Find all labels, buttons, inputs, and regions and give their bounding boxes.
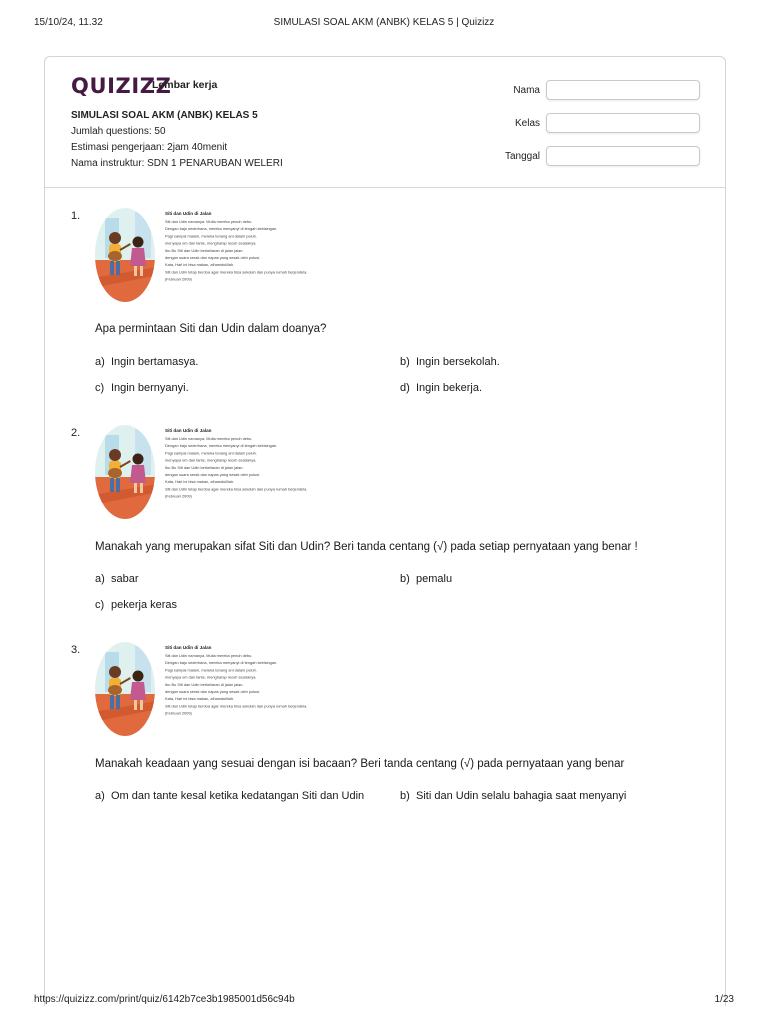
option-d[interactable] <box>400 382 482 394</box>
passage-line: Siti dan Udin tetap berdoa agar mereka bisa sekolah dan punya rumah berjendela. <box>165 703 308 709</box>
boy-leg <box>116 478 120 492</box>
option-letter: c) <box>95 382 105 394</box>
passage-line: Kata, Hari ini bisa makan, alhamdulillah. <box>165 262 235 268</box>
questions-count: Jumlah questions: 50 <box>71 126 166 137</box>
boy-head <box>109 449 121 461</box>
question-number: 2. <box>71 427 81 439</box>
option-letter: b) <box>400 573 410 585</box>
instructor-name: Nama instruktur: SDN 1 PENARUBAN WELERI <box>71 158 283 169</box>
girl-dress <box>130 682 146 700</box>
passage-line: Kata, Hari ini bisa makan, alhamdulillah. <box>165 479 235 485</box>
worksheet <box>44 56 726 1006</box>
passage-line: Pagi sampai malam, mereka tenang ani dalam peluh. <box>165 667 257 673</box>
passage-line: Ibu Bu Siti dan Udin berkeliaran di jalan jalan. <box>165 464 244 470</box>
passage-title: Siti dan Udin di Jalan <box>165 645 212 650</box>
boy-leg <box>110 478 114 492</box>
field-label: Kelas <box>514 118 540 129</box>
option-text: Siti dan Udin selalu bahagia saat menyanyi <box>416 790 627 802</box>
guitar <box>108 468 122 478</box>
girl-leg <box>134 266 137 276</box>
girl-leg <box>140 700 143 710</box>
option-text: Ingin bernyanyi. <box>111 382 189 394</box>
girl-dress <box>130 465 146 483</box>
boy-leg <box>116 695 120 709</box>
option-letter: d) <box>400 382 410 394</box>
scene <box>93 421 163 525</box>
passage-title: Siti dan Udin di Jalan <box>165 211 212 216</box>
field-label: Nama <box>513 85 540 96</box>
option-a[interactable] <box>95 573 139 585</box>
option-b[interactable] <box>400 573 452 585</box>
passage-line: (Februari 2009) <box>165 276 192 282</box>
print-page-title: SIMULASI SOAL AKM (ANBK) KELAS 5 | Quizizz <box>273 17 495 28</box>
option-text: Ingin bertamasya. <box>111 356 199 368</box>
question-number: 1. <box>71 210 81 222</box>
guitar <box>108 685 122 695</box>
girl-dress <box>130 248 146 266</box>
boy-head <box>109 232 121 244</box>
option-text: pekerja keras <box>111 599 178 611</box>
passage-line: dengan suara serak dan napas yang sesak oleh polusi. <box>165 472 261 477</box>
option-letter: c) <box>95 599 105 611</box>
option-b[interactable] <box>400 356 500 368</box>
passage-line: Dengan baju sederhana, mereka menyanyi di tengah kebisingan. <box>165 660 278 666</box>
option-text: Om dan tante kesal ketika kedatangan Siti dan Udin <box>111 790 365 802</box>
field-kelas <box>485 113 700 146</box>
girl-leg <box>134 483 137 493</box>
passage-line: Siti dan Udin tetap berdoa agar mereka bisa sekolah dan punya rumah berjendela. <box>165 269 308 275</box>
girl-leg <box>140 483 143 493</box>
print-header <box>34 17 734 31</box>
passage-title: Siti dan Udin di Jalan <box>165 428 212 433</box>
passage-line: Pagi sampai malam, mereka tenang ani dalam peluh. <box>165 233 257 239</box>
question-text: Manakah yang merupakan sifat Siti dan Udin? Beri tanda centang (√) pada setiap pernyataan yang benar ! <box>95 541 638 553</box>
option-a[interactable] <box>95 790 364 802</box>
passage-line: Siti dan Udin namanya. Mulia mereka penuh debu. <box>165 219 253 224</box>
passage-image <box>93 421 311 525</box>
passage-line: Kata, Hari ini bisa makan, alhamdulillah. <box>165 696 235 702</box>
option-text: Ingin bekerja. <box>416 382 483 394</box>
print-datetime: 15/10/24, 11.32 <box>34 17 103 28</box>
option-letter: b) <box>400 356 410 368</box>
worksheet-header <box>45 57 725 188</box>
student-fields <box>485 80 700 179</box>
passage-line: Siti dan Udin namanya. Mulia mereka penuh debu. <box>165 653 253 658</box>
girl-leg <box>140 266 143 276</box>
girl-head <box>133 454 144 465</box>
passage-line: dengan suara serak dan napas yang sesak oleh polusi. <box>165 689 261 694</box>
question-text: Manakah keadaan yang sesuai dengan isi bacaan? Beri tanda centang (√) pada pernyataan yang benar <box>95 758 625 770</box>
option-a[interactable] <box>95 356 198 368</box>
class-input[interactable] <box>546 113 700 133</box>
time-estimate: Estimasi pengerjaan: 2jam 40menit <box>71 142 228 153</box>
option-letter: a) <box>95 573 105 585</box>
passage-image <box>93 638 311 742</box>
quizizz-logo: QUIZIZZ <box>71 74 172 98</box>
passage-line: Dengan baju sederhana, mereka menyanyi di tengah kebisingan. <box>165 443 278 449</box>
passage-line: Ibu Bu Siti dan Udin berkeliaran di jalan jalan. <box>165 247 244 253</box>
quiz-title: SIMULASI SOAL AKM (ANBK) KELAS 5 <box>71 110 258 121</box>
date-input[interactable] <box>546 146 700 166</box>
passage-line: Ibu Bu Siti dan Udin berkeliaran di jalan jalan. <box>165 681 244 687</box>
boy-leg <box>110 695 114 709</box>
passage-line: Siti dan Udin tetap berdoa agar mereka bisa sekolah dan punya rumah berjendela. <box>165 486 308 492</box>
option-c[interactable] <box>95 382 189 394</box>
option-text: sabar <box>111 573 139 585</box>
option-text: Ingin bersekolah. <box>416 356 500 368</box>
quiz-meta <box>71 108 283 172</box>
passage-line: (Februari 2009) <box>165 493 192 499</box>
girl-head <box>133 671 144 682</box>
passage-line: Pagi sampai malam, mereka tenang ani dalam peluh. <box>165 450 257 456</box>
girl-leg <box>134 700 137 710</box>
field-tanggal <box>485 146 700 179</box>
option-b[interactable] <box>400 790 626 802</box>
passage-line: (Februari 2009) <box>165 710 192 716</box>
field-label: Tanggal <box>504 151 540 162</box>
passage-line: Dengan baju sederhana, mereka menyanyi di tengah kebisingan. <box>165 226 278 232</box>
print-url: https://quizizz.com/print/quiz/6142b7ce3b1985001d56c94b <box>34 994 295 1005</box>
passage-illustration <box>93 421 311 525</box>
name-input[interactable] <box>546 80 700 100</box>
guitar <box>108 251 122 261</box>
passage-line: Siti dan Udin namanya. Mulia mereka penuh debu. <box>165 436 253 441</box>
passage-illustration <box>93 204 311 308</box>
boy-leg <box>110 261 114 275</box>
field-nama <box>485 80 700 113</box>
worksheet-subtitle: Lembar kerja <box>152 79 218 91</box>
option-letter: b) <box>400 790 410 802</box>
scene <box>93 204 163 308</box>
passage-line: menyapa om dan tante, mengharap receh seadanya. <box>165 457 257 463</box>
question-number: 3. <box>71 644 81 656</box>
boy-head <box>109 666 121 678</box>
boy-leg <box>116 261 120 275</box>
option-letter: a) <box>95 790 105 802</box>
passage-illustration <box>93 638 311 742</box>
option-letter: a) <box>95 356 105 368</box>
option-c[interactable] <box>95 599 177 611</box>
passage-line: menyapa om dan tante, mengharap receh seadanya. <box>165 674 257 680</box>
print-footer <box>34 994 734 1008</box>
girl-head <box>133 237 144 248</box>
passage-image <box>93 204 311 308</box>
option-text: pemalu <box>416 573 453 585</box>
question-text: Apa permintaan Siti dan Udin dalam doanya? <box>95 323 327 335</box>
passage-line: dengan suara serak dan napas yang sesak oleh polusi. <box>165 255 261 260</box>
passage-line: menyapa om dan tante, mengharap receh seadanya. <box>165 240 257 246</box>
scene <box>93 638 163 742</box>
print-page-number: 1/23 <box>714 994 734 1005</box>
